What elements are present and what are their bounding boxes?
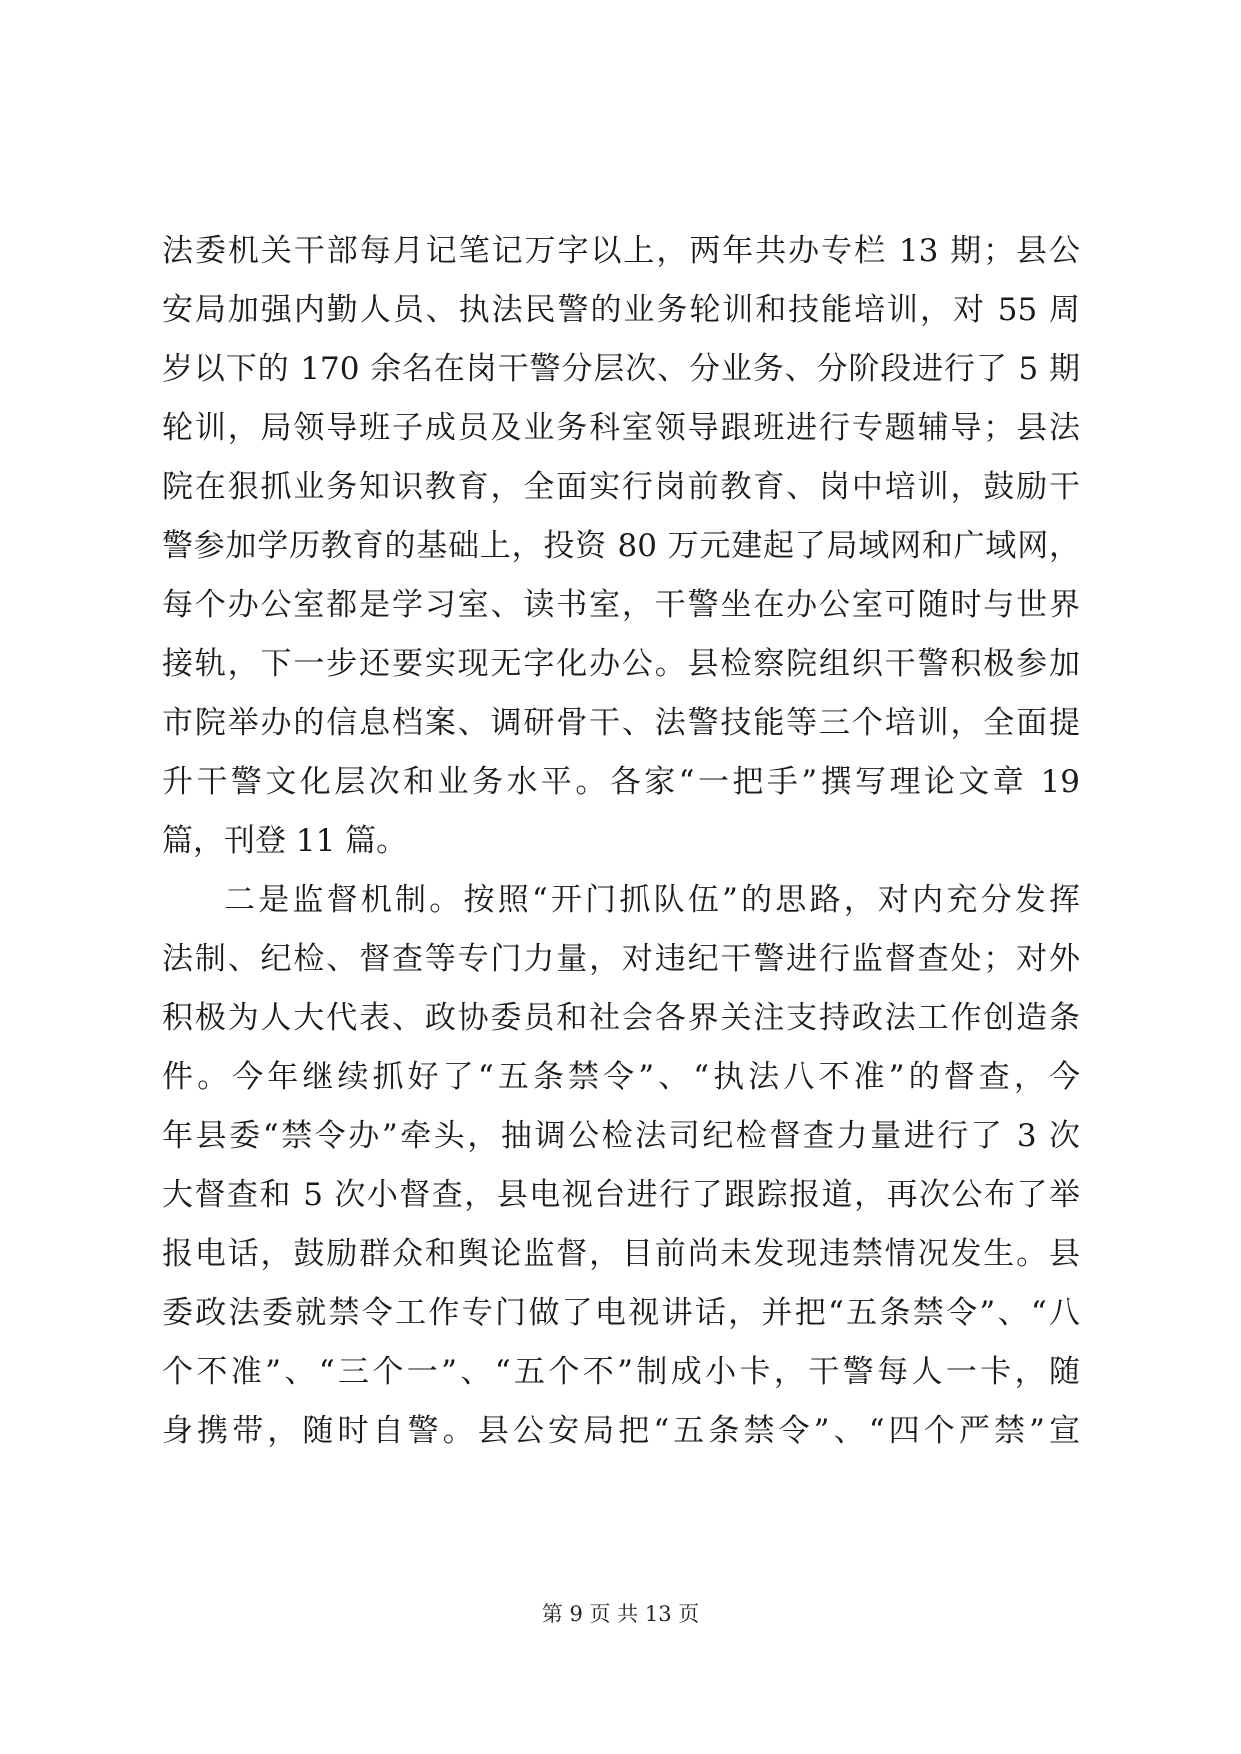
body-line: 篇，刊登 11 篇。 (162, 823, 408, 859)
body-line: 接轨，下一步还要实现无字化办公。县检察院组织干警积极参加 (162, 646, 1080, 682)
body-line: 警参加学历教育的基础上，投资 80 万元建起了局域网和广域网， (162, 528, 1080, 564)
body-line: 年县委“禁令办”牵头，抽调公检法司纪检督查力量进行了 3 次 (162, 1118, 1080, 1154)
body-line: 轮训，局领导班子成员及业务科室领导跟班进行专题辅导；县法 (162, 410, 1080, 446)
body-line: 报电话，鼓励群众和舆论监督，目前尚未发现违禁情况发生。县 (162, 1236, 1080, 1272)
body-line: 每个办公室都是学习室、读书室，干警坐在办公室可随时与世界 (162, 587, 1080, 623)
body-line: 岁以下的 170 余名在岗干警分层次、分业务、分阶段进行了 5 期 (162, 351, 1080, 387)
body-line: 身携带，随时自警。县公安局把“五条禁令”、“四个严禁”宣 (162, 1413, 1080, 1449)
body-line: 个不准”、“三个一”、“五个不”制成小卡，干警每人一卡，随 (162, 1354, 1080, 1390)
page-number-footer: 第 9 页 共 13 页 (541, 1602, 700, 1626)
body-line: 法制、纪检、督查等专门力量，对违纪干警进行监督查处；对外 (162, 941, 1080, 977)
body-line: 升干警文化层次和业务水平。各家“一把手”撰写理论文章 19 (162, 764, 1080, 800)
body-line: 大督查和 5 次小督查，县电视台进行了跟踪报道，再次公布了举 (162, 1177, 1080, 1213)
body-line: 安局加强内勤人员、执法民警的业务轮训和技能培训，对 55 周 (162, 292, 1080, 328)
body-line: 件。今年继续抓好了“五条禁令”、“执法八不准”的督查，今 (162, 1059, 1080, 1095)
body-line: 委政法委就禁令工作专门做了电视讲话，并把“五条禁令”、“八 (162, 1295, 1080, 1331)
body-line: 法委机关干部每月记笔记万字以上，两年共办专栏 13 期；县公 (162, 233, 1080, 269)
body-line: 市院举办的信息档案、调研骨干、法警技能等三个培训，全面提 (162, 705, 1080, 741)
body-line: 积极为人大代表、政协委员和社会各界关注支持政法工作创造条 (162, 1000, 1080, 1036)
paragraph-first-line: 二是监督机制。按照“开门抓队伍”的思路，对内充分发挥 (224, 882, 1080, 918)
body-line: 院在狠抓业务知识教育，全面实行岗前教育、岗中培训，鼓励干 (162, 469, 1080, 505)
